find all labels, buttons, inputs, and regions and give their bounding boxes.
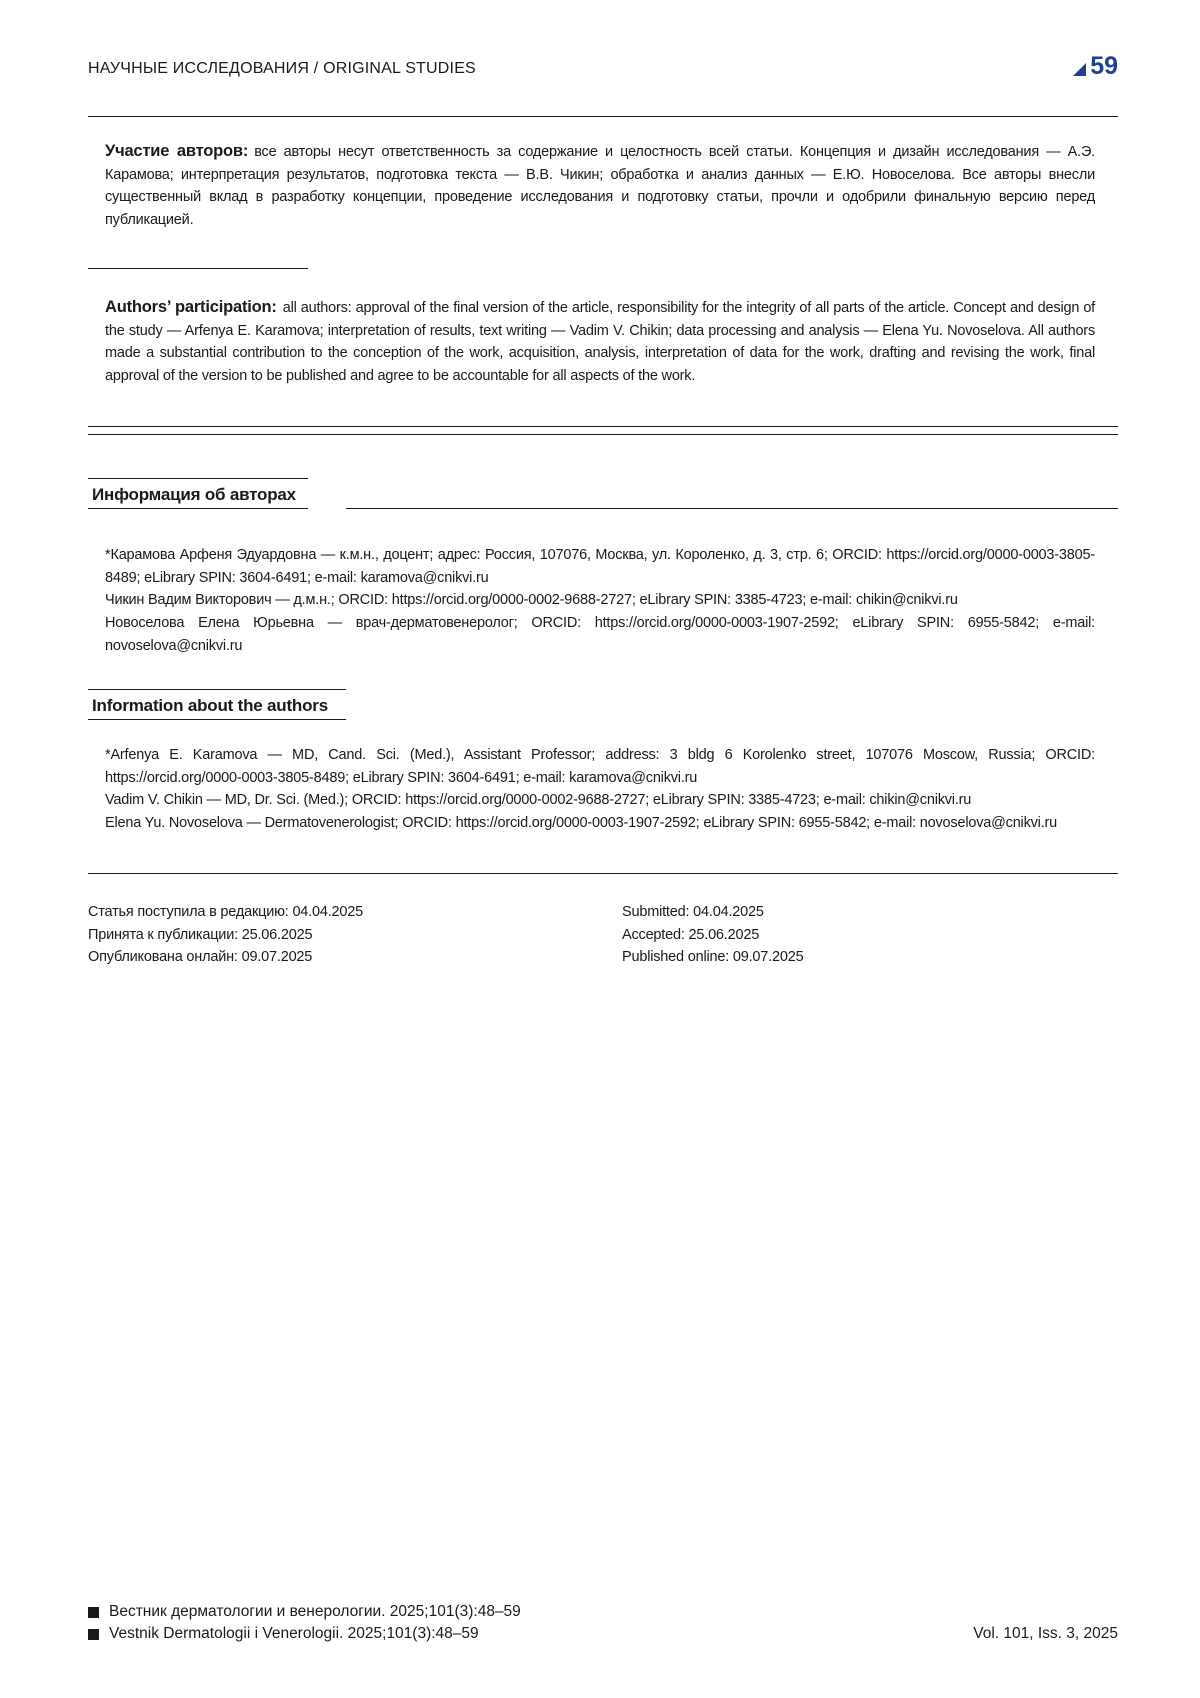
author-ru-name: *Карамова Арфеня Эдуардовна bbox=[105, 547, 317, 563]
date-accepted-ru: Принята к публикации: 25.06.2025 bbox=[88, 926, 313, 943]
author-en-item bbox=[105, 812, 1095, 835]
footer-citation-ru bbox=[88, 1603, 521, 1621]
author-en-details: — MD, Cand. Sci. (Med.), Assistant Professor; address: 3 bldg 6 Korolenko street, 107076 Moscow, Russia; ORCID: https://orcid.org/0000-0003-3805-8489; eLibrary SPIN: 3604-6491; e-mail: karamova@cnikvi.ru bbox=[105, 747, 1095, 786]
short-separator bbox=[88, 268, 308, 269]
header-rule bbox=[88, 116, 1118, 117]
dates-ru bbox=[88, 901, 363, 969]
author-en-details: — MD, Dr. Sci. (Med.); ORCID: https://orcid.org/0000-0002-9688-2727; eLibrary SPIN: 3385-4723; e-mail: chikin@cnikvi.ru bbox=[202, 792, 972, 808]
author-ru-details: — к.м.н., доцент; адрес: Россия, 107076, Москва, ул. Короленко, д. 3, стр. 6; ORCID: https://orcid.org/0000-0003-3805-8489; eLibrary SPIN: 3604-6491; e-mail: karamova@cnikvi.ru bbox=[105, 547, 1095, 586]
authors-ru-heading: Информация об авторах bbox=[92, 485, 296, 504]
dates-rule bbox=[88, 873, 1118, 874]
date-submitted-en: Submitted: 04.04.2025 bbox=[622, 904, 764, 920]
square-bullet-icon bbox=[88, 1629, 99, 1640]
author-en-name: Vadim V. Chikin bbox=[105, 792, 203, 808]
participation-en-lead: Authors’ participation: bbox=[105, 298, 277, 316]
authors-ru-heading-underline bbox=[88, 508, 308, 509]
date-accepted-en: Accepted: 25.06.2025 bbox=[622, 926, 760, 943]
square-bullet-icon bbox=[88, 1607, 99, 1618]
participation-ru-lead: Участие авторов: bbox=[105, 142, 249, 160]
author-en-item bbox=[105, 744, 1095, 789]
page-number: 59 bbox=[1090, 52, 1118, 80]
date-published-en: Published online: 09.07.2025 bbox=[622, 949, 804, 965]
triangle-marker-icon bbox=[1073, 63, 1086, 76]
citation-en-text: Vestnik Dermatologii i Venerologii. 2025;101(3):48–59 bbox=[109, 1625, 479, 1642]
authors-en-heading-overline bbox=[88, 689, 346, 690]
running-header: НАУЧНЫЕ ИССЛЕДОВАНИЯ / ORIGINAL STUDIES bbox=[88, 60, 476, 77]
author-ru-name: Чикин Вадим Викторович bbox=[105, 592, 272, 608]
double-rule-bottom bbox=[88, 434, 1118, 435]
dates-en bbox=[622, 901, 803, 969]
author-en-item bbox=[105, 789, 1095, 812]
date-submitted-ru: Статья поступила в редакцию: 04.04.2025 bbox=[88, 904, 364, 920]
authors-ru-heading-longline bbox=[346, 508, 1118, 509]
authors-ru-heading-overline bbox=[88, 478, 308, 479]
participation-ru-text: все авторы несут ответственность за содержание и целостность всей статьи. Концепция и дизайн исследования — А.Э. Карамова; интерпретация результатов, подготовка текста — В.В. Чикин; обработка и анализ данных — Е.Ю. Новоселова. Все авторы внесли существенный вклад в разработку концепции, проведение исследования и подготовку статьи, прочли и одобрили финальную версию перед публикацией. bbox=[105, 144, 1095, 228]
author-ru-details: — врач-дерматовенеролог; ORCID: https://orcid.org/0000-0003-1907-2592; eLibrary SPIN: 6955-5842; e-mail: novoselova@cnikvi.ru bbox=[105, 615, 1095, 654]
author-en-name: Elena Yu. Novoselova bbox=[105, 815, 243, 831]
double-rule-top bbox=[88, 426, 1118, 427]
author-en-name: *Arfenya E. Karamova bbox=[105, 747, 258, 763]
footer-volume: Vol. 101, Iss. 3, 2025 bbox=[973, 1625, 1118, 1642]
authors-en-heading: Information about the authors bbox=[92, 696, 328, 715]
author-ru-item bbox=[105, 544, 1095, 589]
author-ru-item bbox=[105, 589, 1095, 612]
authors-en-heading-underline bbox=[88, 719, 346, 720]
date-published-ru: Опубликована онлайн: 09.07.2025 bbox=[88, 949, 313, 965]
author-en-details: — Dermatovenerologist; ORCID: https://orcid.org/0000-0003-1907-2592; eLibrary SPIN: 6955-5842; e-mail: novoselova@cnikvi.ru bbox=[242, 815, 1058, 831]
participation-ru bbox=[105, 140, 1095, 231]
participation-en bbox=[105, 296, 1095, 387]
page-number-block bbox=[1073, 52, 1118, 81]
citation-ru-text: Вестник дерматологии и венерологии. 2025;101(3):48–59 bbox=[109, 1603, 521, 1620]
author-ru-details: — д.м.н.; ORCID: https://orcid.org/0000-0002-9688-2727; eLibrary SPIN: 3385-4723; e-mail: chikin@cnikvi.ru bbox=[271, 592, 958, 608]
footer-citation-en bbox=[88, 1625, 479, 1643]
participation-en-text: all authors: approval of the final version of the article, responsibility for the integrity of all parts of the article. Concept and design of the study — Arfenya E. Karamova; interpretation of results, text writing — Vadim V. Chikin; data processing and analysis — Elena Yu. Novoselova. All authors made a substantial contribution to the conception of the work, acquisition, analysis, interpretation of data for the work, drafting and revising the work, final approval of the version to be published and agree to be accountable for all aspects of the work. bbox=[105, 300, 1096, 384]
author-ru-name: Новоселова Елена Юрьевна bbox=[105, 615, 314, 631]
author-ru-item bbox=[105, 612, 1095, 657]
